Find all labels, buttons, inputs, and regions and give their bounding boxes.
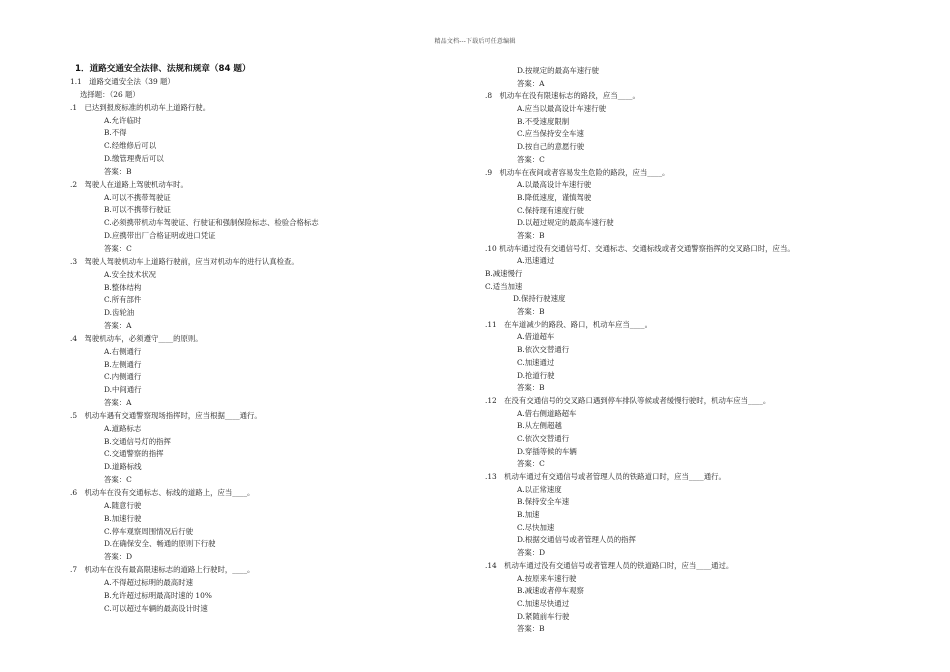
answer-key: 答案：B: [104, 166, 132, 176]
section-heading: 1．道路交通安全法律、法规和规章（84 题）: [75, 64, 251, 74]
answer-key: 答案：B: [517, 383, 545, 393]
answer-option: C.必须携带机动车驾驶证、行驶证和强制保险标志、检验合格标志: [104, 218, 319, 228]
answer-option: C.依次交替通行: [517, 433, 570, 443]
answer-option: A.应当以最高设计车速行驶: [517, 104, 606, 114]
answer-option: D.道路标线: [104, 462, 142, 472]
answer-key: 答案：B: [517, 307, 545, 317]
answer-key: 答案：C: [517, 154, 545, 164]
answer-option: C.交通警察的指挥: [104, 449, 164, 459]
question-count-intro: 选择题：（26 题）: [80, 89, 140, 99]
answer-key: 答案：B: [517, 230, 545, 240]
question-text: .8 机动车在没有限速标志的路段，应当____。: [485, 91, 640, 101]
question-text: .10 机动车通过没有交通信号灯、交通标志、交通标线或者交通警察指挥的交叉路口时，应当。: [485, 243, 795, 253]
answer-option: D.缴管理费后可以: [104, 154, 164, 164]
answer-option: B.不得: [104, 128, 127, 138]
answer-option: D.抢道行驶: [517, 370, 555, 380]
answer-option: B.降低速度，谨慎驾驶: [517, 192, 592, 202]
answer-option: D.在确保安全、畅通的原则下行驶: [104, 539, 216, 549]
answer-key: 答案：C: [517, 459, 545, 469]
subsection-title: 1.1 道路交通安全法（39 题）: [70, 77, 175, 86]
answer-option: B.允许超过标明最高时速的 10%: [104, 590, 212, 600]
answer-option: A.以正常速度: [517, 484, 562, 494]
answer-option: C.适当加速: [485, 281, 523, 291]
answer-option: A.可以不携带驾驶证: [104, 192, 171, 202]
answer-option: C.所有部件: [104, 295, 142, 305]
question-text: .4 驾驶机动车，必须遵守____的原则。: [70, 333, 203, 343]
answer-key: 答案：B: [517, 624, 545, 634]
answer-option: A.不得超过标明的最高时速: [104, 577, 193, 587]
answer-option: B.从左侧超越: [517, 421, 562, 431]
question-text: .7 机动车在没有最高限速标志的道路上行驶时，____。: [70, 565, 255, 575]
question-text: .2 驾驶人在道路上驾驶机动车时。: [70, 179, 188, 189]
question-text: .14 机动车通过没有交通信号或者管理人员的铁道路口时，应当____通过。: [485, 560, 734, 570]
answer-option: A.安全技术状况: [104, 269, 157, 279]
answer-option: A.按原来车速行驶: [517, 573, 577, 583]
answer-option: D.按规定的最高车速行驶: [517, 66, 599, 75]
answer-option: A.右侧通行: [104, 346, 142, 356]
answer-option: B.左侧通行: [104, 359, 142, 369]
answer-key: 答案：A: [517, 78, 545, 88]
answer-option: A.迅速通过: [517, 256, 555, 266]
right-question-list: [485, 65, 845, 636]
question-text: .11 在车道减少的路段、路口，机动车应当____。: [485, 319, 652, 329]
answer-option: C.应当保持安全车速: [517, 129, 584, 139]
answer-option: C.经维修后可以: [104, 141, 157, 151]
answer-key: 答案：D: [517, 548, 546, 558]
left-question-list: [70, 102, 430, 616]
answer-option: B.依次交替通行: [517, 345, 570, 355]
answer-option: B.可以不携带行驶证: [104, 205, 171, 215]
answer-option: C.加速通过: [517, 357, 555, 367]
answer-option: B.减速慢行: [485, 269, 523, 278]
answer-option: B.加速: [517, 510, 540, 520]
answer-option: B.不受速度限制: [517, 116, 570, 126]
answer-key: 答案：A: [104, 398, 132, 408]
answer-option: C.尽快加速: [517, 522, 555, 532]
right-column: [485, 65, 845, 636]
answer-option: A.以最高设计车速行驶: [517, 180, 592, 190]
answer-option: D.保持行驶速度: [513, 294, 566, 304]
header-note: 精品文档---下载后可任意编辑: [434, 38, 516, 45]
answer-option: A.借右侧道路超车: [517, 408, 577, 418]
question-text: .3 驾驶人驾驶机动车上道路行驶前，应当对机动车的进行认真检查。: [70, 256, 299, 266]
answer-option: C.内侧通行: [104, 372, 142, 382]
answer-key: 答案：C: [104, 243, 132, 253]
answer-option: D.紧随前车行驶: [517, 611, 570, 621]
answer-option: B.减速或者停车观察: [517, 586, 584, 596]
answer-option: D.以超过规定的最高车速行驶: [517, 218, 614, 228]
question-text: .13 机动车通过有交通信号或者管理人员的铁路道口时，应当____通行。: [485, 472, 726, 481]
answer-option: B.保持安全车速: [517, 497, 570, 507]
answer-option: C.保持现有速度行驶: [517, 205, 584, 215]
answer-option: B.整体结构: [104, 282, 142, 292]
answer-key: 答案：C: [104, 475, 132, 485]
answer-option: D.齿轮油: [104, 308, 135, 318]
answer-option: B.交通信号灯的指挥: [104, 436, 171, 446]
answer-option: D.根据交通信号或者管理人员的指挥: [517, 535, 636, 545]
answer-key: 答案：D: [104, 552, 133, 562]
question-text: .5 机动车遇有交通警察现场指挥时，应当根据____通行。: [70, 410, 262, 420]
answer-key: 答案：A: [104, 321, 132, 331]
answer-option: B.加速行驶: [104, 513, 142, 523]
left-column: [70, 63, 430, 615]
question-text: .6 机动车在没有交通标志、标线的道路上，应当____。: [70, 488, 255, 497]
answer-option: D.应携带出厂合格证明或进口凭证: [104, 231, 216, 241]
answer-option: D.穿插等候的车辆: [517, 446, 577, 456]
answer-option: A.允许临时: [104, 115, 142, 125]
question-text: .1 已达到报废标准的机动车上道路行驶。: [70, 102, 211, 112]
question-text: .12 在没有交通信号的交叉路口遇到停车排队等候或者缓慢行驶时，机动车应当____。: [485, 395, 771, 405]
answer-option: A.随意行驶: [104, 500, 142, 510]
answer-option: C.可以超过车辆的最高设计时速: [104, 603, 208, 613]
answer-option: A.借道超车: [517, 332, 555, 342]
answer-option: C.停车观察周围情况后行驶: [104, 526, 194, 536]
answer-option: D.中间通行: [104, 385, 142, 395]
answer-option: C.加速尽快通过: [517, 598, 570, 608]
question-text: .9 机动车在夜间或者容易发生危险的路段，应当____。: [485, 167, 670, 177]
answer-option: A.道路标志: [104, 423, 142, 433]
answer-option: D.按自己的意愿行驶: [517, 142, 585, 152]
